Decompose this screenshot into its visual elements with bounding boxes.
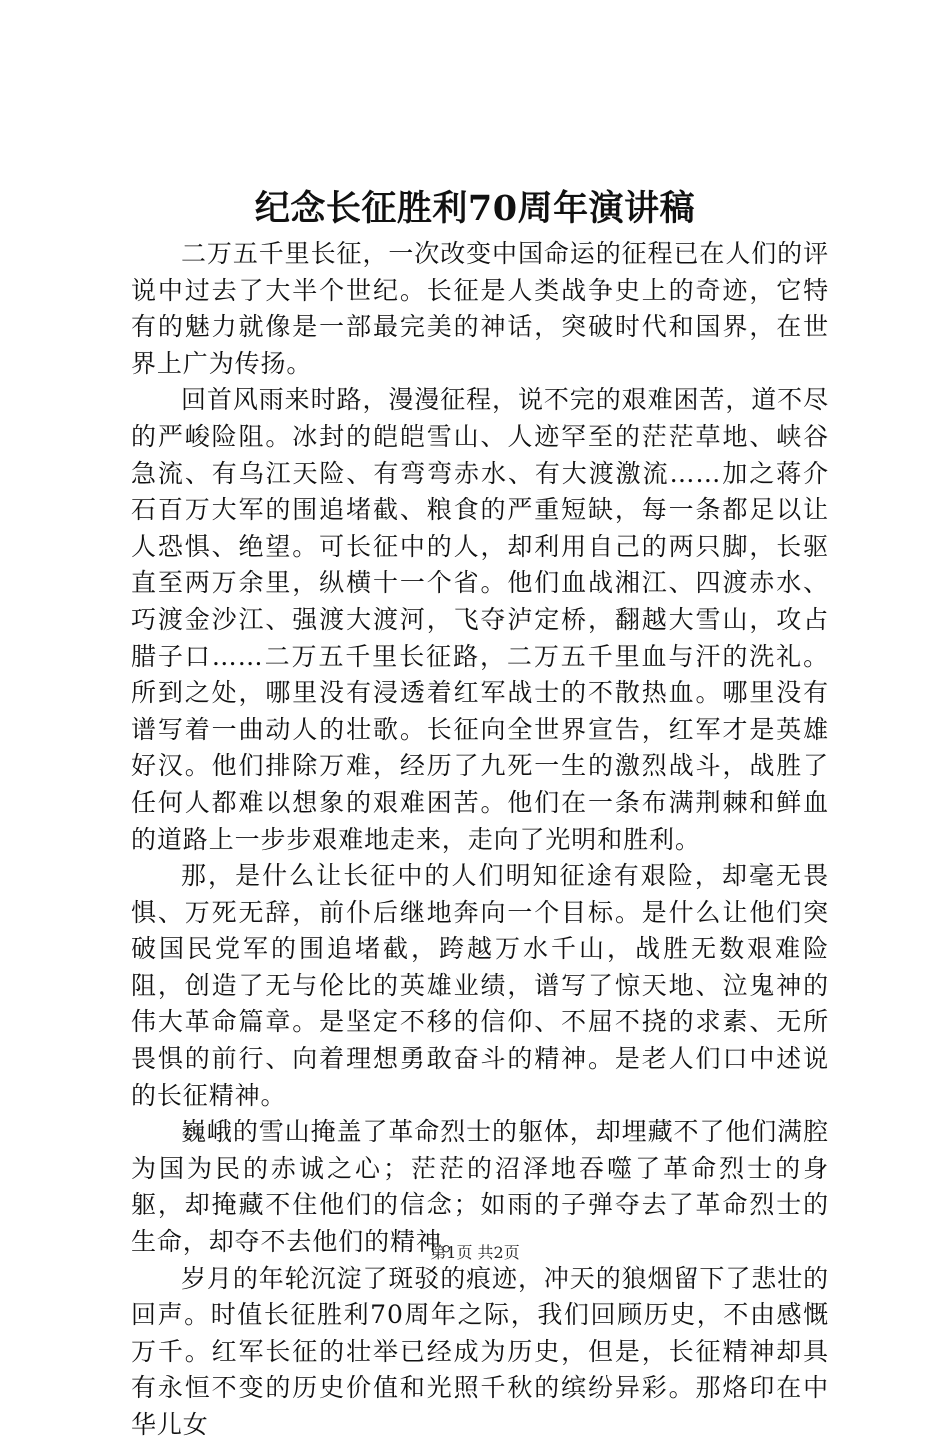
paragraph-3: 那，是什么让长征中的人们明知征途有艰险，却毫无畏惧、万死无辞，前仆后继地奔向一个目标。是什么让他们突破国民党军的围追堵截，跨越万水千山，战胜无数艰难险阻，创造了无与伦比的英雄业绩，谱写了惊天地、泣鬼神的伟大革命篇章。是坚定不移的信仰、不屈不挠的求素、无所畏惧的前行、向着理想勇敢奋斗的精神。是老人们口中述说的长征精神。 — [131, 861, 829, 1110]
page-footer: 第1页 共2页 — [430, 1243, 520, 1262]
paragraph-2: 回首风雨来时路，漫漫征程，说不完的艰难困苦，道不尽的严峻险阻。冰封的皑皑雪山、人迹罕至的茫茫草地、峡谷急流、有乌江天险、有弯弯赤水、有大渡激流……加之蒋介石百万大军的围追堵截、粮食的严重短缺，每一条都足以让人恐惧、绝望。可长征中的人，却利用自己的两只脚，长驱直至两万余里，纵横十一个省。他们血战湘江、四渡赤水、巧渡金沙江、强渡大渡河，飞夺泸定桥，翻越大雪山，攻占腊子口……二万五千里长征路，二万五千里血与汗的洗礼。所到之处，哪里没有浸透着红军战士的不散热血。哪里没有谱写着一曲动人的壮歌。长征向全世界宣告，红军才是英雄好汉。他们排除万难，经历了九死一生的激烈战斗，战胜了任何人都难以想象的艰难困苦。他们在一条布满荆棘和鲜血的道路上一步步艰难地走来，走向了光明和胜利。 — [131, 385, 829, 854]
paragraph-5: 岁月的年轮沉淀了斑驳的痕迹，冲天的狼烟留下了悲壮的回声。时值长征胜利70周年之际，我们回顾历史，不由感慨万千。红军长征的壮举已经成为历史，但是，长征精神却具有永恒不变的历史价值和光照千秋的缤纷异彩。那烙印在中华儿女 — [131, 1263, 829, 1439]
paragraph-1: 二万五千里长征，一次改变中国命运的征程已在人们的评说中过去了大半个世纪。长征是人类战争史上的奇迹，它特有的魅力就像是一部最完美的神话，突破时代和国界，在世界上广为传扬。 — [131, 239, 829, 378]
paragraph-4: 巍峨的雪山掩盖了革命烈士的躯体，却埋藏不了他们满腔为国为民的赤诚之心；茫茫的沼泽地吞噬了革命烈士的身躯，却掩藏不住他们的信念；如雨的子弹夺去了革命烈士的生命，却夺不去他们的精神。 — [131, 1117, 829, 1257]
document-title: 纪念长征胜利70周年演讲稿 — [254, 188, 696, 229]
